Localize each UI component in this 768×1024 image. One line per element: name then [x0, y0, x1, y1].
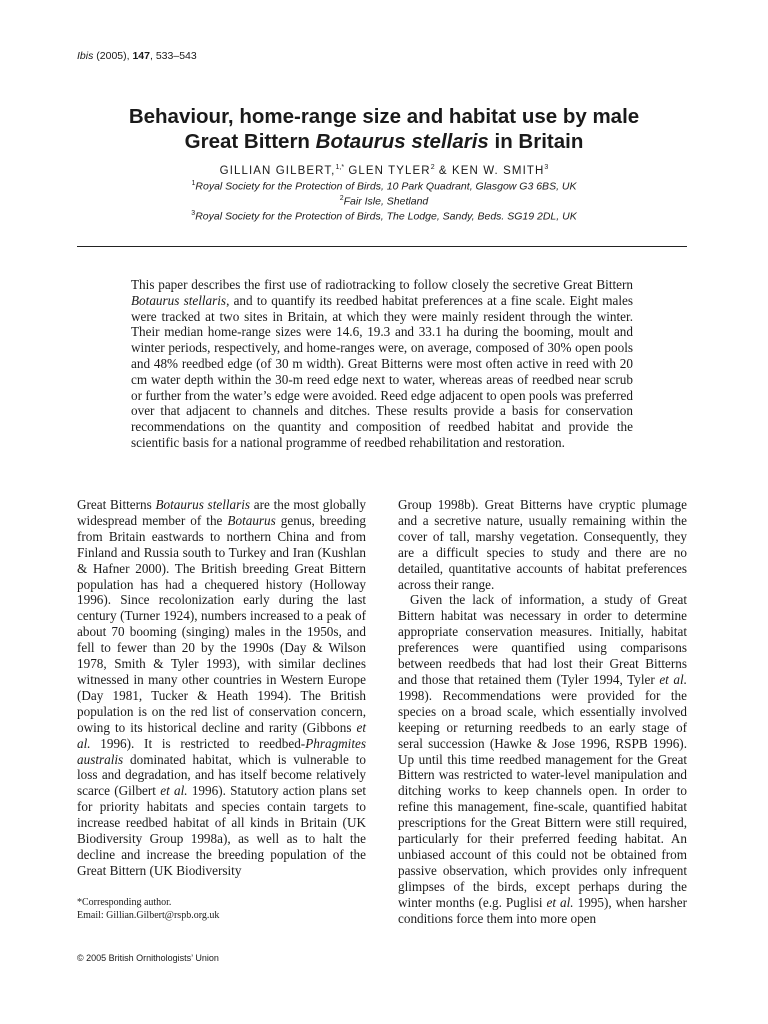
affiliation-3: [40, 210, 728, 223]
text-run: 1996). It is restricted to reedbed-: [90, 735, 306, 751]
author-3: & KEN W. SMITH: [434, 164, 545, 177]
author-2: GLEN TYLER: [344, 164, 431, 177]
author-3-sup: 3: [544, 164, 549, 171]
text-run: 1995), when harsher conditions force them into more open: [398, 894, 687, 926]
text-run: Great Bitterns: [77, 497, 156, 512]
abstract-text-2: , and to quantify its reedbed habitat preferences at a fine scale. Eight males were tracked at two sites in Britain, at which they were mainly resident through the winter. Their median home-range sizes were 14.6, 19.3 and 33.1 ha during the booming, moult and winter periods, respectively, and home-ranges were, on average, composed of 30% open pools and 48% reedbed edge (of 30 m width). Great Bitterns were most often active in reed with 20 cm water depth within the 30-m reed edge next to water, whereas areas of reedbed near scrub or further from the water’s edge were avoided. Reed edge adjacent to open pools was preferred over that adjacent to channels and ditches. These results provide a basis for conservation recommendations on the quantity and composition of reedbed habitat and provide the scientific basis for a national programme of reedbed rehabilitation and restoration.: [131, 292, 633, 450]
text-run: 1998). Recommendations were provided for the species on a broad scale, which essentially involved keeping or returning reedbeds to an early stage of seral succession (Hawke & Jose 1996, RSPB 1996). Up until this time reedbed management for the Great Bittern was restricted to water-level manipulation and ditching works to keep channels open. In order to refine this management, fine-scale, quantified habitat prescriptions for the Great Bittern were still required, particularly for their preferred feeding habitat. An unbiased account of this could not be obtained from passive observation, which provides only infrequent glimpses of the birds, except perhaps during the winter months (e.g. Puglisi: [398, 687, 687, 910]
paper-title: [40, 104, 728, 154]
text-run: Given the lack of information, a study of Great Bittern habitat was necessary in order to determine appropriate conservation measures. Initially, habitat preferences were quantified using comparisons between reedbeds that had lost their Great Bitterns and those that retained them (Tyler 1994, Tyler: [398, 592, 687, 687]
affiliation-1-sup: 1: [191, 180, 196, 187]
plant-name: Phragmites australis: [77, 735, 366, 767]
body-column-left: [77, 497, 366, 879]
affiliation-2: [40, 195, 728, 208]
affiliation-2-sup: 2: [339, 195, 344, 202]
author-list: [40, 164, 728, 177]
et-al: et al.: [77, 719, 366, 751]
text-run: genus, breeding from Britain eastwards to northern China and from Finland and Russia south to Turkey and Iran (Kushlan & Hafner 2000). The British breeding Great Bittern population has had a chequered history (Holloway 1996). Since recolonization early during the last century (Turner 1924), numbers increased to a peak of about 70 booming (singing) males in the 1950s, and fell to fewer than 20 by the 1990s (Day & Wilson 1978, Smith & Tyler 1993), with similar declines witnessed in many other countries in Western Europe (Day 1981, Tucker & Heath 1994). The British population is on the red list of conservation concern, owing to its historical decline and rarity (Gibbons: [77, 512, 367, 735]
abstract-species: Botaurus stellaris: [131, 292, 227, 308]
affiliation-3-sup: 3: [191, 210, 196, 217]
footnote: [77, 896, 219, 922]
journal-volume: 147: [132, 50, 150, 62]
header-divider: [77, 246, 687, 247]
text-run: dominated habitat, which is vulnerable to loss and degradation, and has itself become relatively scarce (Gilbert: [77, 751, 366, 799]
journal-name: Ibis: [77, 50, 94, 62]
text-run: are the most globally widespread member of the: [77, 497, 367, 528]
author-1-sup: 1,*: [335, 164, 345, 171]
email-address: Email: Gillian.Gilbert@rspb.org.uk: [77, 910, 220, 921]
intro-paragraph: [77, 497, 366, 879]
et-al: et al.: [546, 894, 574, 910]
title-species: Botaurus stellaris: [315, 130, 489, 153]
journal-citation: [77, 50, 197, 62]
journal-year: (2005),: [96, 50, 130, 62]
title-line-2: [40, 129, 728, 154]
genus-name: Botaurus: [227, 512, 276, 528]
affiliation-1: [40, 180, 728, 193]
title-line-2-prefix: Great Bittern: [184, 130, 316, 153]
corresponding-author-note: *Corresponding author.: [77, 897, 172, 908]
abstract-text-1: This paper describes the first use of radiotracking to follow closely the secretive Great Bittern: [131, 277, 633, 292]
title-line-2-suffix: in Britain: [488, 130, 584, 153]
et-al: et al.: [160, 783, 188, 799]
affiliation-1-text: Royal Society for the Protection of Birds, 10 Park Quadrant, Glasgow G3 6BS, UK: [195, 180, 577, 193]
paragraph-1: Group 1998b). Great Bitterns have cryptic plumage and a secretive nature, usually remaining within the cover of tall, marshy vegetation. Consequently, they are a difficult species to study and there are no detailed, quantitative accounts of habitat preferences across their range.: [398, 497, 687, 592]
paragraph-2: [398, 592, 687, 926]
author-2-sup: 2: [430, 164, 435, 171]
et-al: et al.: [659, 671, 687, 687]
title-line-1: Behaviour, home-range size and habitat use by male: [128, 105, 640, 128]
body-column-right: [398, 497, 687, 926]
affiliation-2-text: Fair Isle, Shetland: [343, 195, 429, 208]
author-1: GILLIAN GILBERT,: [219, 164, 336, 177]
copyright-notice: © 2005 British Ornithologists’ Union: [77, 953, 219, 963]
species-name: Botaurus stellaris: [155, 497, 251, 512]
abstract: [131, 277, 633, 451]
journal-pages: , 533–543: [150, 50, 197, 62]
text-run: 1996). Statutory action plans set for priority habitats and species contain targets to increase reedbed habitat of all kinds in Britain (UK Biodiversity Group 1998a), as well as to halt the decline and increase the breeding population of the Great Bittern (UK Biodiversity: [77, 783, 367, 878]
affiliation-3-text: Royal Society for the Protection of Birds, The Lodge, Sandy, Beds. SG19 2DL, UK: [195, 210, 577, 223]
